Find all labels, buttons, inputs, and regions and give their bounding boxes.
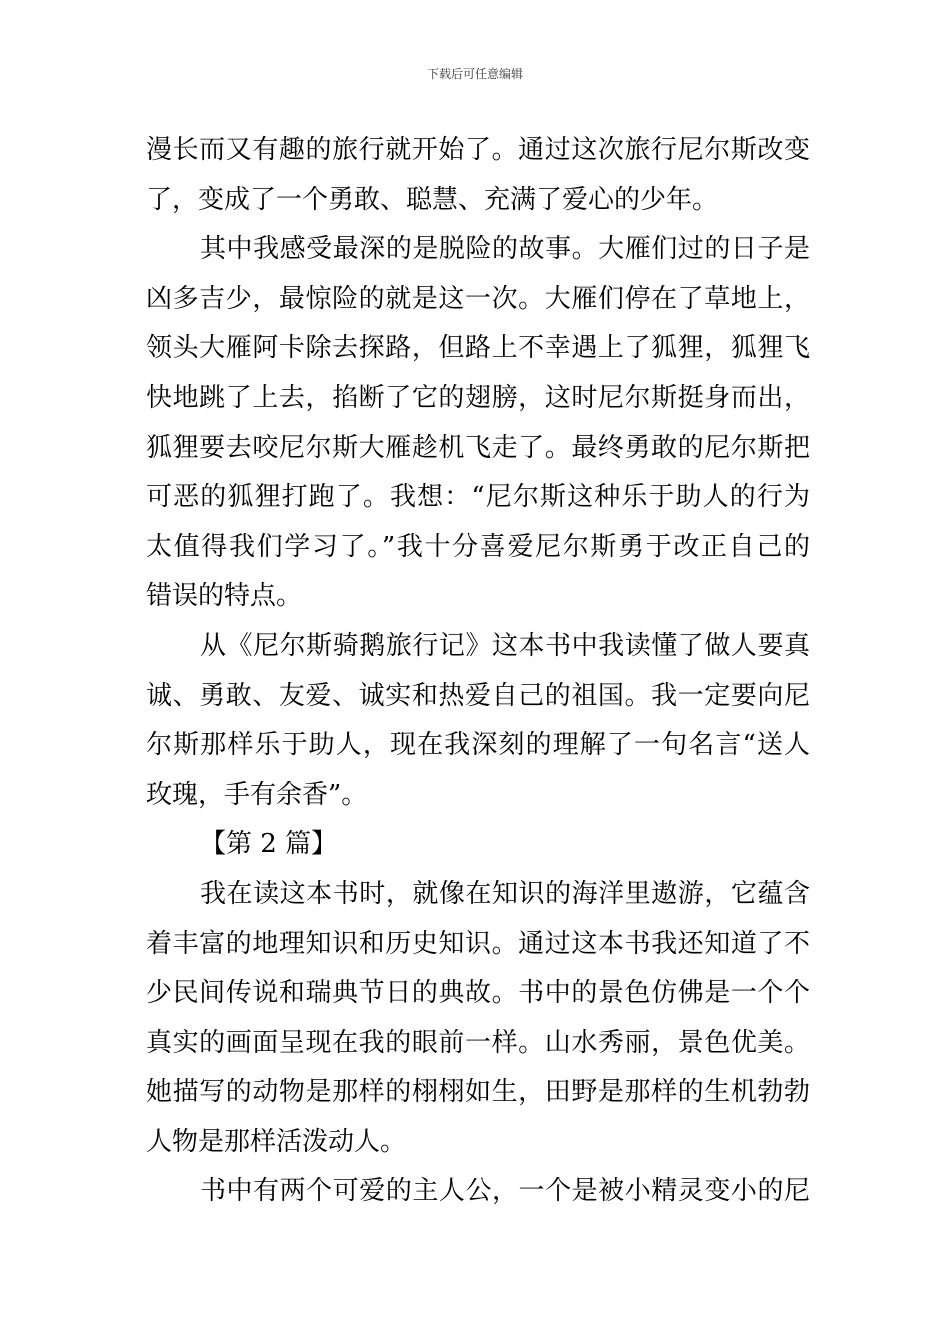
text-line: 可恶的狐狸打跑了。我想：“尼尔斯这种乐于助人的行为 (146, 482, 810, 513)
text-line: 少民间传说和瑞典节日的典故。书中的景色仿佛是一个个 (146, 978, 810, 1009)
text-line: 错误的特点。 (146, 581, 303, 612)
text-line: 玫瑰，手有余香”。 (146, 779, 368, 810)
text-line: 从《尼尔斯骑鹅旅行记》这本书中我读懂了做人要真 (200, 630, 810, 661)
section-heading: 【第 2 篇】 (200, 829, 338, 860)
text-line: 诚、勇敢、友爱、诚实和热爱自己的祖国。我一定要向尼 (146, 680, 810, 711)
text-line: 漫长而又有趣的旅行就开始了。通过这次旅行尼尔斯改变 (146, 135, 810, 165)
text-line: 狐狸要去咬尼尔斯大雁趁机飞走了。最终勇敢的尼尔斯把 (146, 432, 810, 463)
text-line: 领头大雁阿卡除去探路，但路上不幸遇上了狐狸，狐狸飞 (146, 333, 810, 364)
text-line: 尔斯那样乐于助人，现在我深刻的理解了一句名言“送人 (146, 730, 810, 761)
text-line: 其中我感受最深的是脱险的故事。大雁们过的日子是 (200, 234, 810, 265)
text-line: 人物是那样活泼动人。 (146, 1126, 407, 1157)
document-body (146, 126, 810, 1217)
text-line: 太值得我们学习了。”我十分喜爱尼尔斯勇于改正自己的 (146, 531, 810, 562)
text-line: 凶多吉少，最惊险的就是这一次。大雁们停在了草地上， (146, 283, 810, 314)
text-line: 书中有两个可爱的主人公，一个是被小精灵变小的尼 (200, 1176, 810, 1207)
text-line: 她描写的动物是那样的栩栩如生，田野是那样的生机勃勃 (146, 1077, 810, 1108)
text-line: 快地跳了上去，掐断了它的翅膀，这时尼尔斯挺身而出， (146, 382, 810, 413)
text-line: 我在读这本书时，就像在知识的海洋里遨游，它蕴含 (200, 878, 810, 909)
text-line: 真实的画面呈现在我的眼前一样。山水秀丽，景色优美。 (146, 1027, 810, 1058)
text-line: 了，变成了一个勇敢、聪慧、充满了爱心的少年。 (146, 184, 719, 215)
text-line: 着丰富的地理知识和历史知识。通过这本书我还知道了不 (146, 928, 810, 959)
page-header: 下载后可任意编辑 (426, 67, 523, 81)
